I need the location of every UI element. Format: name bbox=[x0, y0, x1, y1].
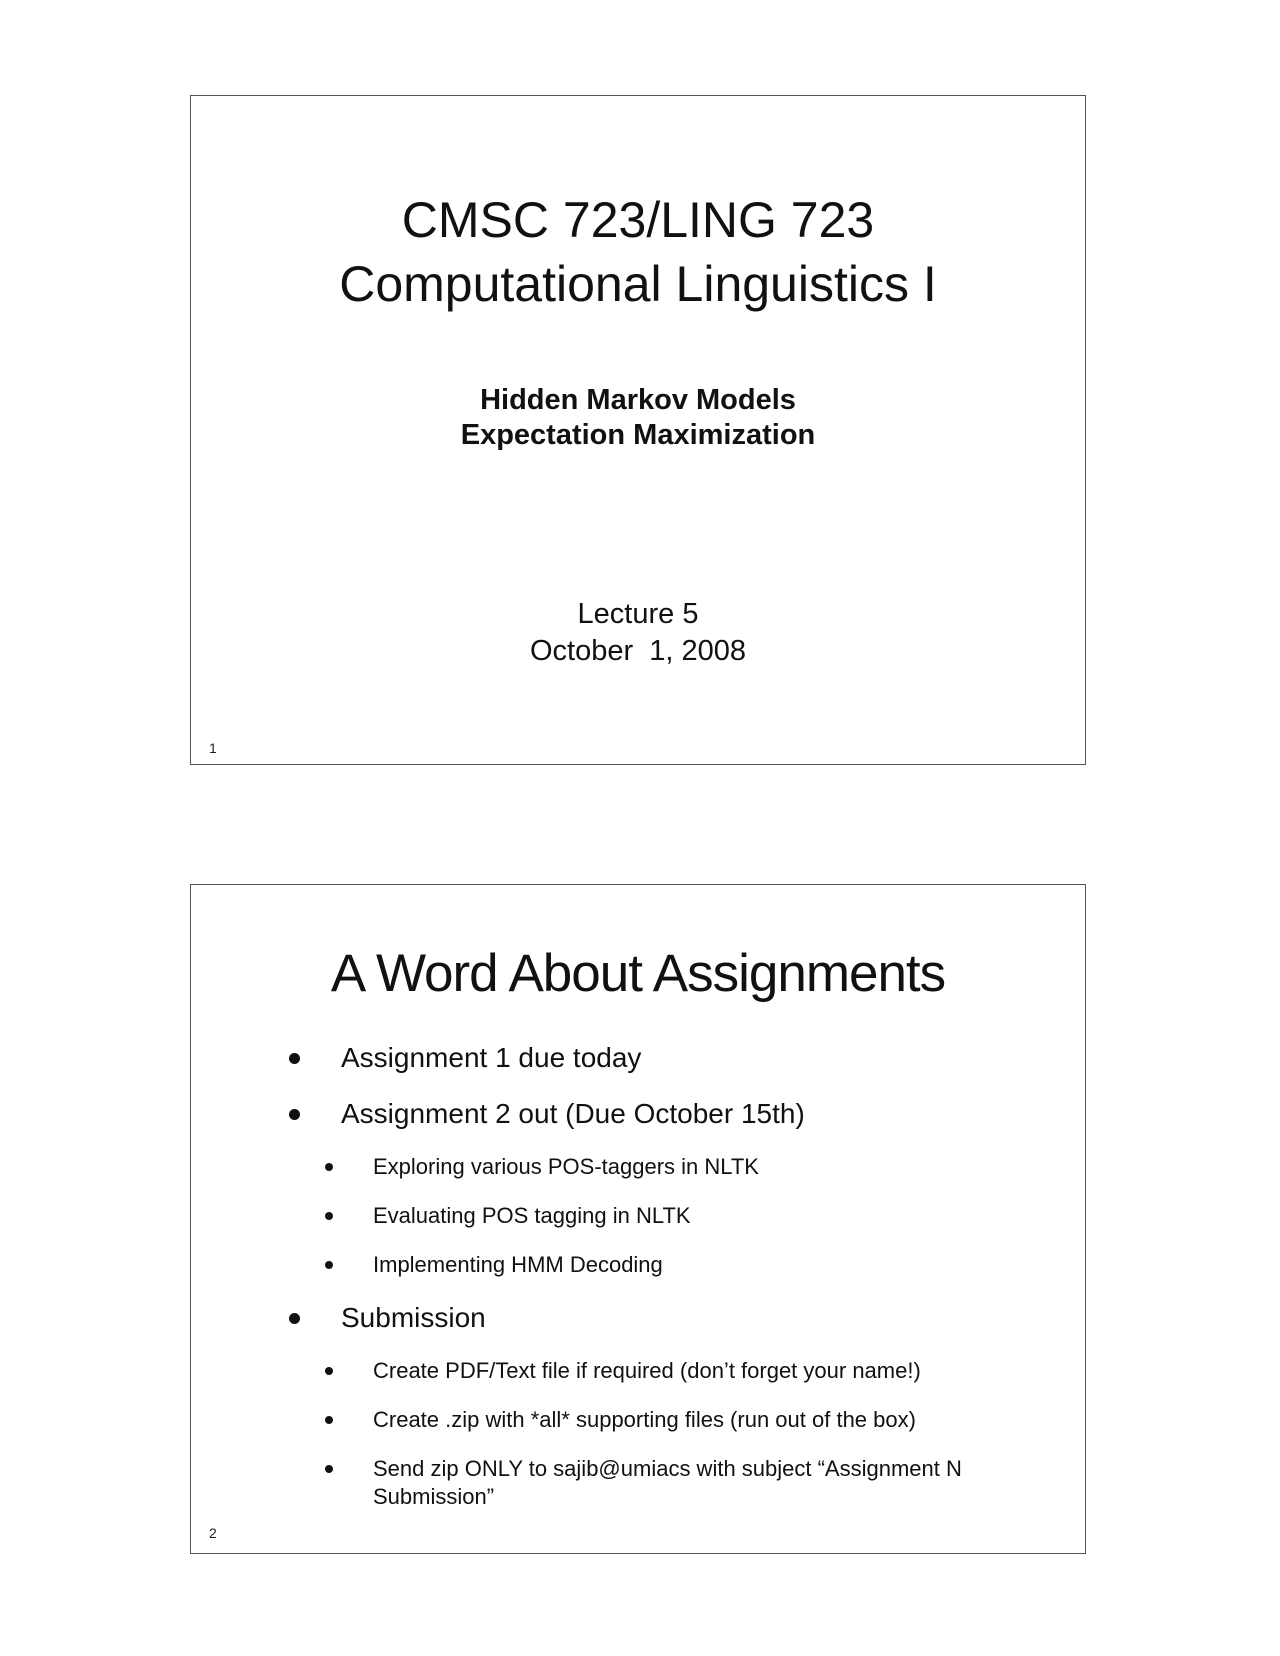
slide-number: 1 bbox=[209, 740, 217, 756]
slide-2-title: A Word About Assignments bbox=[330, 944, 946, 1003]
lecture-number: Lecture 5 bbox=[577, 598, 699, 630]
sub-bullet-icon bbox=[325, 1212, 333, 1220]
sub-bullet-icon bbox=[325, 1261, 333, 1269]
slide-1-subtitle bbox=[191, 383, 1085, 453]
sub-bullet-create-pdf: Create PDF/Text file if required (don’t forget your name!) bbox=[341, 1357, 1021, 1385]
sub-bullet-exploring: Exploring various POS-taggers in NLTK bbox=[341, 1153, 1021, 1181]
sub-bullet-evaluating: Evaluating POS tagging in NLTK bbox=[341, 1202, 1021, 1230]
bullet-list bbox=[191, 885, 1085, 1553]
course-code: CMSC 723/LING 723 bbox=[401, 192, 875, 248]
course-name: Computational Linguistics I bbox=[339, 256, 937, 312]
slide-1-title bbox=[191, 188, 1085, 316]
bullet-submission: Submission bbox=[309, 1301, 486, 1335]
slide-number: 2 bbox=[209, 1525, 217, 1541]
sub-bullet-icon bbox=[325, 1367, 333, 1375]
bullet-icon bbox=[289, 1109, 300, 1120]
topic-em: Expectation Maximization bbox=[460, 419, 816, 451]
sub-bullet-icon bbox=[325, 1163, 333, 1171]
sub-bullet-icon bbox=[325, 1465, 333, 1473]
sub-bullet-icon bbox=[325, 1416, 333, 1424]
sub-bullet-create-zip: Create .zip with *all* supporting files (run out of the box) bbox=[341, 1406, 1021, 1434]
bullet-icon bbox=[289, 1313, 300, 1324]
lecture-info bbox=[191, 596, 1085, 670]
bullet-assignment-1: Assignment 1 due today bbox=[309, 1041, 641, 1075]
sub-bullet-implementing: Implementing HMM Decoding bbox=[341, 1251, 1021, 1279]
bullet-assignment-2: Assignment 2 out (Due October 15th) bbox=[309, 1097, 805, 1131]
slide-2 bbox=[190, 884, 1086, 1554]
slide-1 bbox=[190, 95, 1086, 765]
topic-hmm: Hidden Markov Models bbox=[480, 384, 796, 416]
sub-bullet-send-zip: Send zip ONLY to sajib@umiacs with subject “Assignment N Submission” bbox=[341, 1455, 1021, 1511]
bullet-icon bbox=[289, 1053, 300, 1064]
lecture-date: October 1, 2008 bbox=[529, 635, 747, 667]
